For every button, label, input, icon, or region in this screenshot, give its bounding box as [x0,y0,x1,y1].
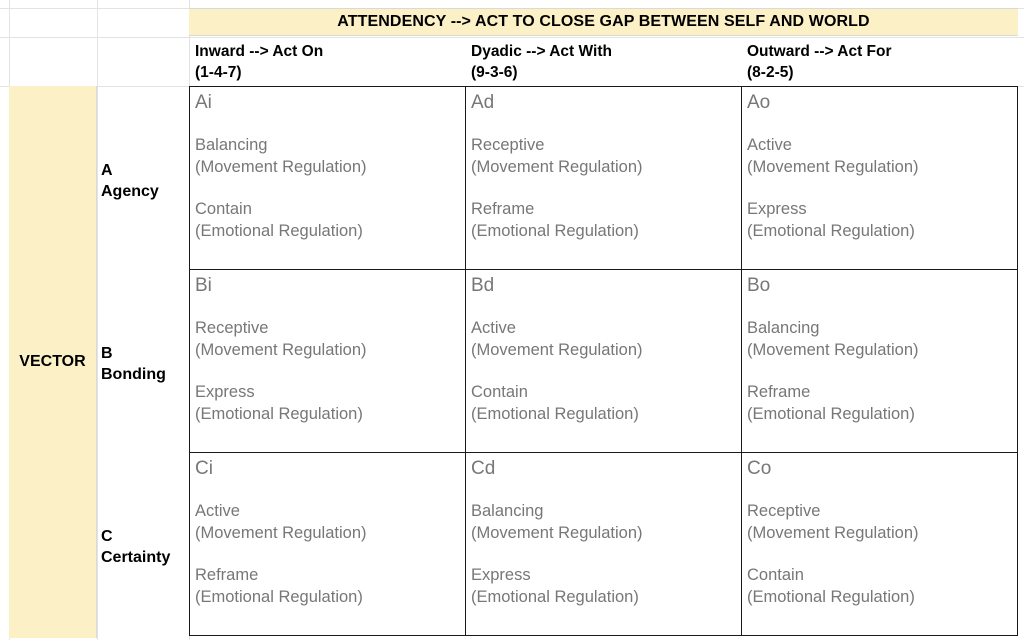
column-header-label: Outward --> Act For [747,43,892,60]
movement-note: (Movement Regulation) [747,157,919,176]
movement-label: Receptive [747,502,821,520]
movement-note: (Movement Regulation) [195,523,367,542]
column-header-dyadic[interactable] [465,38,741,86]
emotional-note: (Emotional Regulation) [747,221,915,240]
movement-note: (Movement Regulation) [747,340,919,359]
emotional-block [471,382,741,425]
emotional-block [747,382,1017,425]
emotional-block [195,199,465,242]
cell-code: Bo [747,275,771,296]
row-header-agency[interactable] [97,86,189,269]
movement-label: Balancing [195,136,268,154]
column-header-outward[interactable] [741,38,1017,86]
grid-cell-bo[interactable] [741,269,1018,453]
movement-block [747,135,1017,178]
grid-cell-bd[interactable] [465,269,742,453]
column-header-numbers: (1-4-7) [195,64,242,81]
emotional-label: Contain [195,200,252,218]
movement-note: (Movement Regulation) [195,157,367,176]
row-header-bonding[interactable] [97,269,189,452]
emotional-note: (Emotional Regulation) [471,404,639,423]
movement-label: Active [471,319,516,337]
column-header-numbers: (8-2-5) [747,64,794,81]
emotional-block [195,565,465,608]
movement-block [195,318,465,361]
emotional-note: (Emotional Regulation) [471,221,639,240]
emotional-block [471,565,741,608]
cell-code: Co [747,458,772,479]
cell-code: Ai [195,92,212,113]
emotional-note: (Emotional Regulation) [195,404,363,423]
emotional-block [471,199,741,242]
movement-note: (Movement Regulation) [471,340,643,359]
emotional-label: Express [747,200,807,218]
movement-block [747,318,1017,361]
emotional-block [747,199,1017,242]
emotional-block [747,565,1017,608]
movement-block [471,501,741,544]
movement-label: Active [747,136,792,154]
row-letter: B [101,344,113,362]
movement-block [471,318,741,361]
emotional-label: Reframe [471,200,535,218]
column-header-label: Inward --> Act On [195,43,324,60]
emotional-label: Contain [747,566,804,584]
row-header-certainty[interactable] [97,452,189,635]
cell-code: Cd [471,458,496,479]
movement-label: Receptive [471,136,545,154]
grid-cell-cd[interactable] [465,452,742,636]
movement-label: Balancing [747,319,820,337]
grid-cell-ao[interactable] [741,86,1018,270]
emotional-note: (Emotional Regulation) [195,221,363,240]
movement-block [195,501,465,544]
movement-block [471,135,741,178]
emotional-block [195,382,465,425]
movement-note: (Movement Regulation) [471,523,643,542]
cell-code: Bi [195,275,212,296]
row-name: Bonding [101,365,166,383]
movement-label: Receptive [195,319,269,337]
cell-code: Ao [747,92,771,113]
emotional-label: Reframe [747,383,811,401]
movement-note: (Movement Regulation) [195,340,367,359]
vector-label: VECTOR [19,353,86,370]
grid-cell-ci[interactable] [189,452,466,636]
row-name: Agency [101,182,159,200]
row-letter: A [101,161,113,179]
grid-cell-co[interactable] [741,452,1018,636]
emotional-label: Contain [471,383,528,401]
sheet-title: ATTENDENCY --> ACT TO CLOSE GAP BETWEEN SELF AND WORLD [337,13,870,30]
row-letter: C [101,527,113,545]
emotional-note: (Emotional Regulation) [747,404,915,423]
movement-label: Active [195,502,240,520]
vector-cell[interactable] [9,86,97,638]
movement-block [195,135,465,178]
title-cell[interactable] [189,8,1018,36]
emotional-note: (Emotional Regulation) [195,587,363,606]
column-header-inward[interactable] [189,38,465,86]
movement-label: Balancing [471,502,544,520]
movement-block [747,501,1017,544]
cell-code: Bd [471,275,495,296]
emotional-note: (Emotional Regulation) [747,587,915,606]
emotional-note: (Emotional Regulation) [471,587,639,606]
emotional-label: Express [471,566,531,584]
movement-note: (Movement Regulation) [471,157,643,176]
grid-cell-ai[interactable] [189,86,466,270]
movement-note: (Movement Regulation) [747,523,919,542]
cell-code: Ci [195,458,213,479]
cell-code: Ad [471,92,495,113]
column-header-label: Dyadic --> Act With [471,43,612,60]
grid-cell-ad[interactable] [465,86,742,270]
emotional-label: Express [195,383,255,401]
column-header-numbers: (9-3-6) [471,64,518,81]
row-name: Certainty [101,548,171,566]
emotional-label: Reframe [195,566,259,584]
grid-cell-bi[interactable] [189,269,466,453]
